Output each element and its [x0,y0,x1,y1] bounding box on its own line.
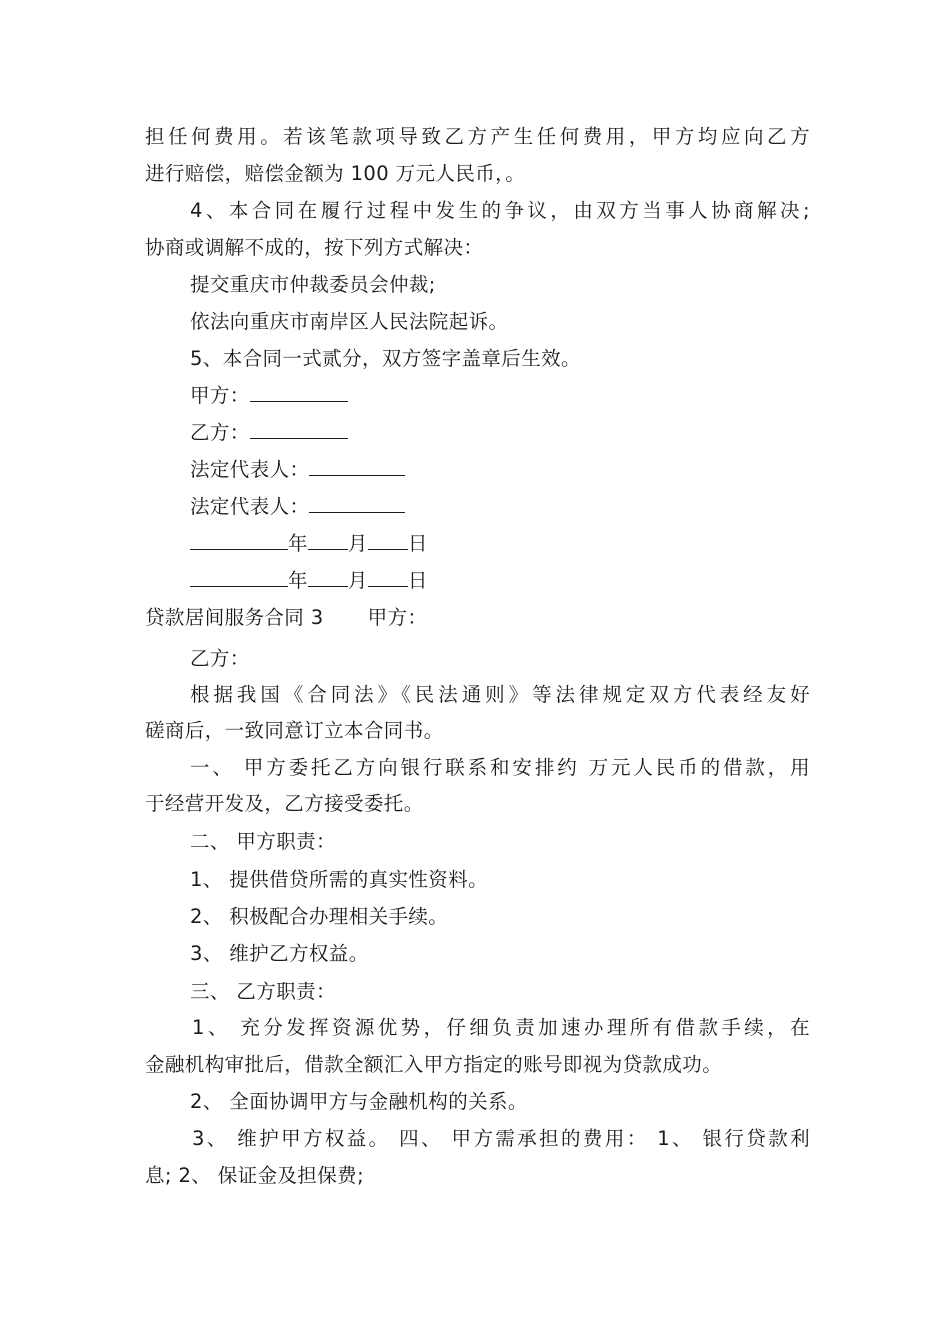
paragraph-line: 协商或调解不成的，按下列方式解决： [145,236,484,259]
list-item: 2、 全面协调甲方与金融机构的关系。 [190,1090,528,1113]
paragraph-line: 5、本合同一式贰分，双方签字盖章后生效。 [190,347,581,370]
date-blank [368,568,408,587]
paragraph-line: 依法向重庆市南岸区人民法院起诉。 [190,310,509,333]
paragraph-line: 息; 2、 保证金及担保费; [145,1164,365,1187]
date-blank [190,568,288,587]
signature-party-a [190,383,810,409]
signature-party-b [190,420,810,446]
list-item: 3、 维护乙方权益。 [190,942,369,965]
signature-blank [250,383,348,402]
date-blank [190,531,288,550]
paragraph-line: 二、 甲方职责： [190,830,336,853]
paragraph-line: 担任何费用。若该笔款项导致乙方产生任何费用，甲方均应向乙方 [145,125,810,148]
date-month-label: 月 [347,532,368,555]
signature-legal-rep-1 [190,457,810,483]
paragraph-line: 于经营开发及，乙方接受委托。 [145,792,424,815]
section-party-a: 甲方： [367,606,428,629]
signature-blank [309,494,405,513]
signature-blank [250,420,348,439]
list-item: 3、 维护甲方权益。 四、 甲方需承担的费用： 1、 银行贷款利 [192,1127,810,1150]
list-item: 1、 提供借贷所需的真实性资料。 [190,868,489,891]
date-blank [308,568,348,587]
paragraph-line: 提交重庆市仲裁委员会仲裁; [190,273,436,296]
signature-label: 乙方： [190,421,250,444]
section-party-b: 乙方： [190,647,250,670]
paragraph-line: 金融机构审批后，借款全额汇入甲方指定的账号即视为贷款成功。 [145,1053,723,1076]
date-blank [308,531,348,550]
date-line [190,531,810,557]
signature-legal-rep-2 [190,494,810,520]
paragraph-line: 一、 甲方委托乙方向银行联系和安排约 万元人民币的借款，用 [190,756,810,779]
paragraph-line: 4、本合同在履行过程中发生的争议，由双方当事人协商解决; [190,199,810,222]
date-day-label: 日 [407,532,428,555]
list-item: 1、 充分发挥资源优势，仔细负责加速办理所有借款手续，在 [192,1016,810,1039]
paragraph-line: 根据我国《合同法》《民法通则》等法律规定双方代表经友好 [190,683,810,706]
section-title: 贷款居间服务合同 3 [145,606,324,629]
signature-label: 法定代表人： [190,458,310,481]
date-month-label: 月 [347,569,368,592]
signature-label: 甲方： [190,384,250,407]
date-year-label: 年 [288,569,308,592]
paragraph-line: 磋商后，一致同意订立本合同书。 [145,719,444,742]
signature-blank [309,457,405,476]
paragraph-line: 进行赔偿，赔偿金额为 100 万元人民币，。 [145,162,526,185]
date-line [190,568,810,594]
date-day-label: 日 [407,569,428,592]
signature-label: 法定代表人： [190,495,310,518]
date-blank [368,531,408,550]
date-year-label: 年 [288,532,308,555]
paragraph-line: 三、 乙方职责： [190,980,336,1003]
list-item: 2、 积极配合办理相关手续。 [190,905,449,928]
section-heading-line [145,605,810,631]
